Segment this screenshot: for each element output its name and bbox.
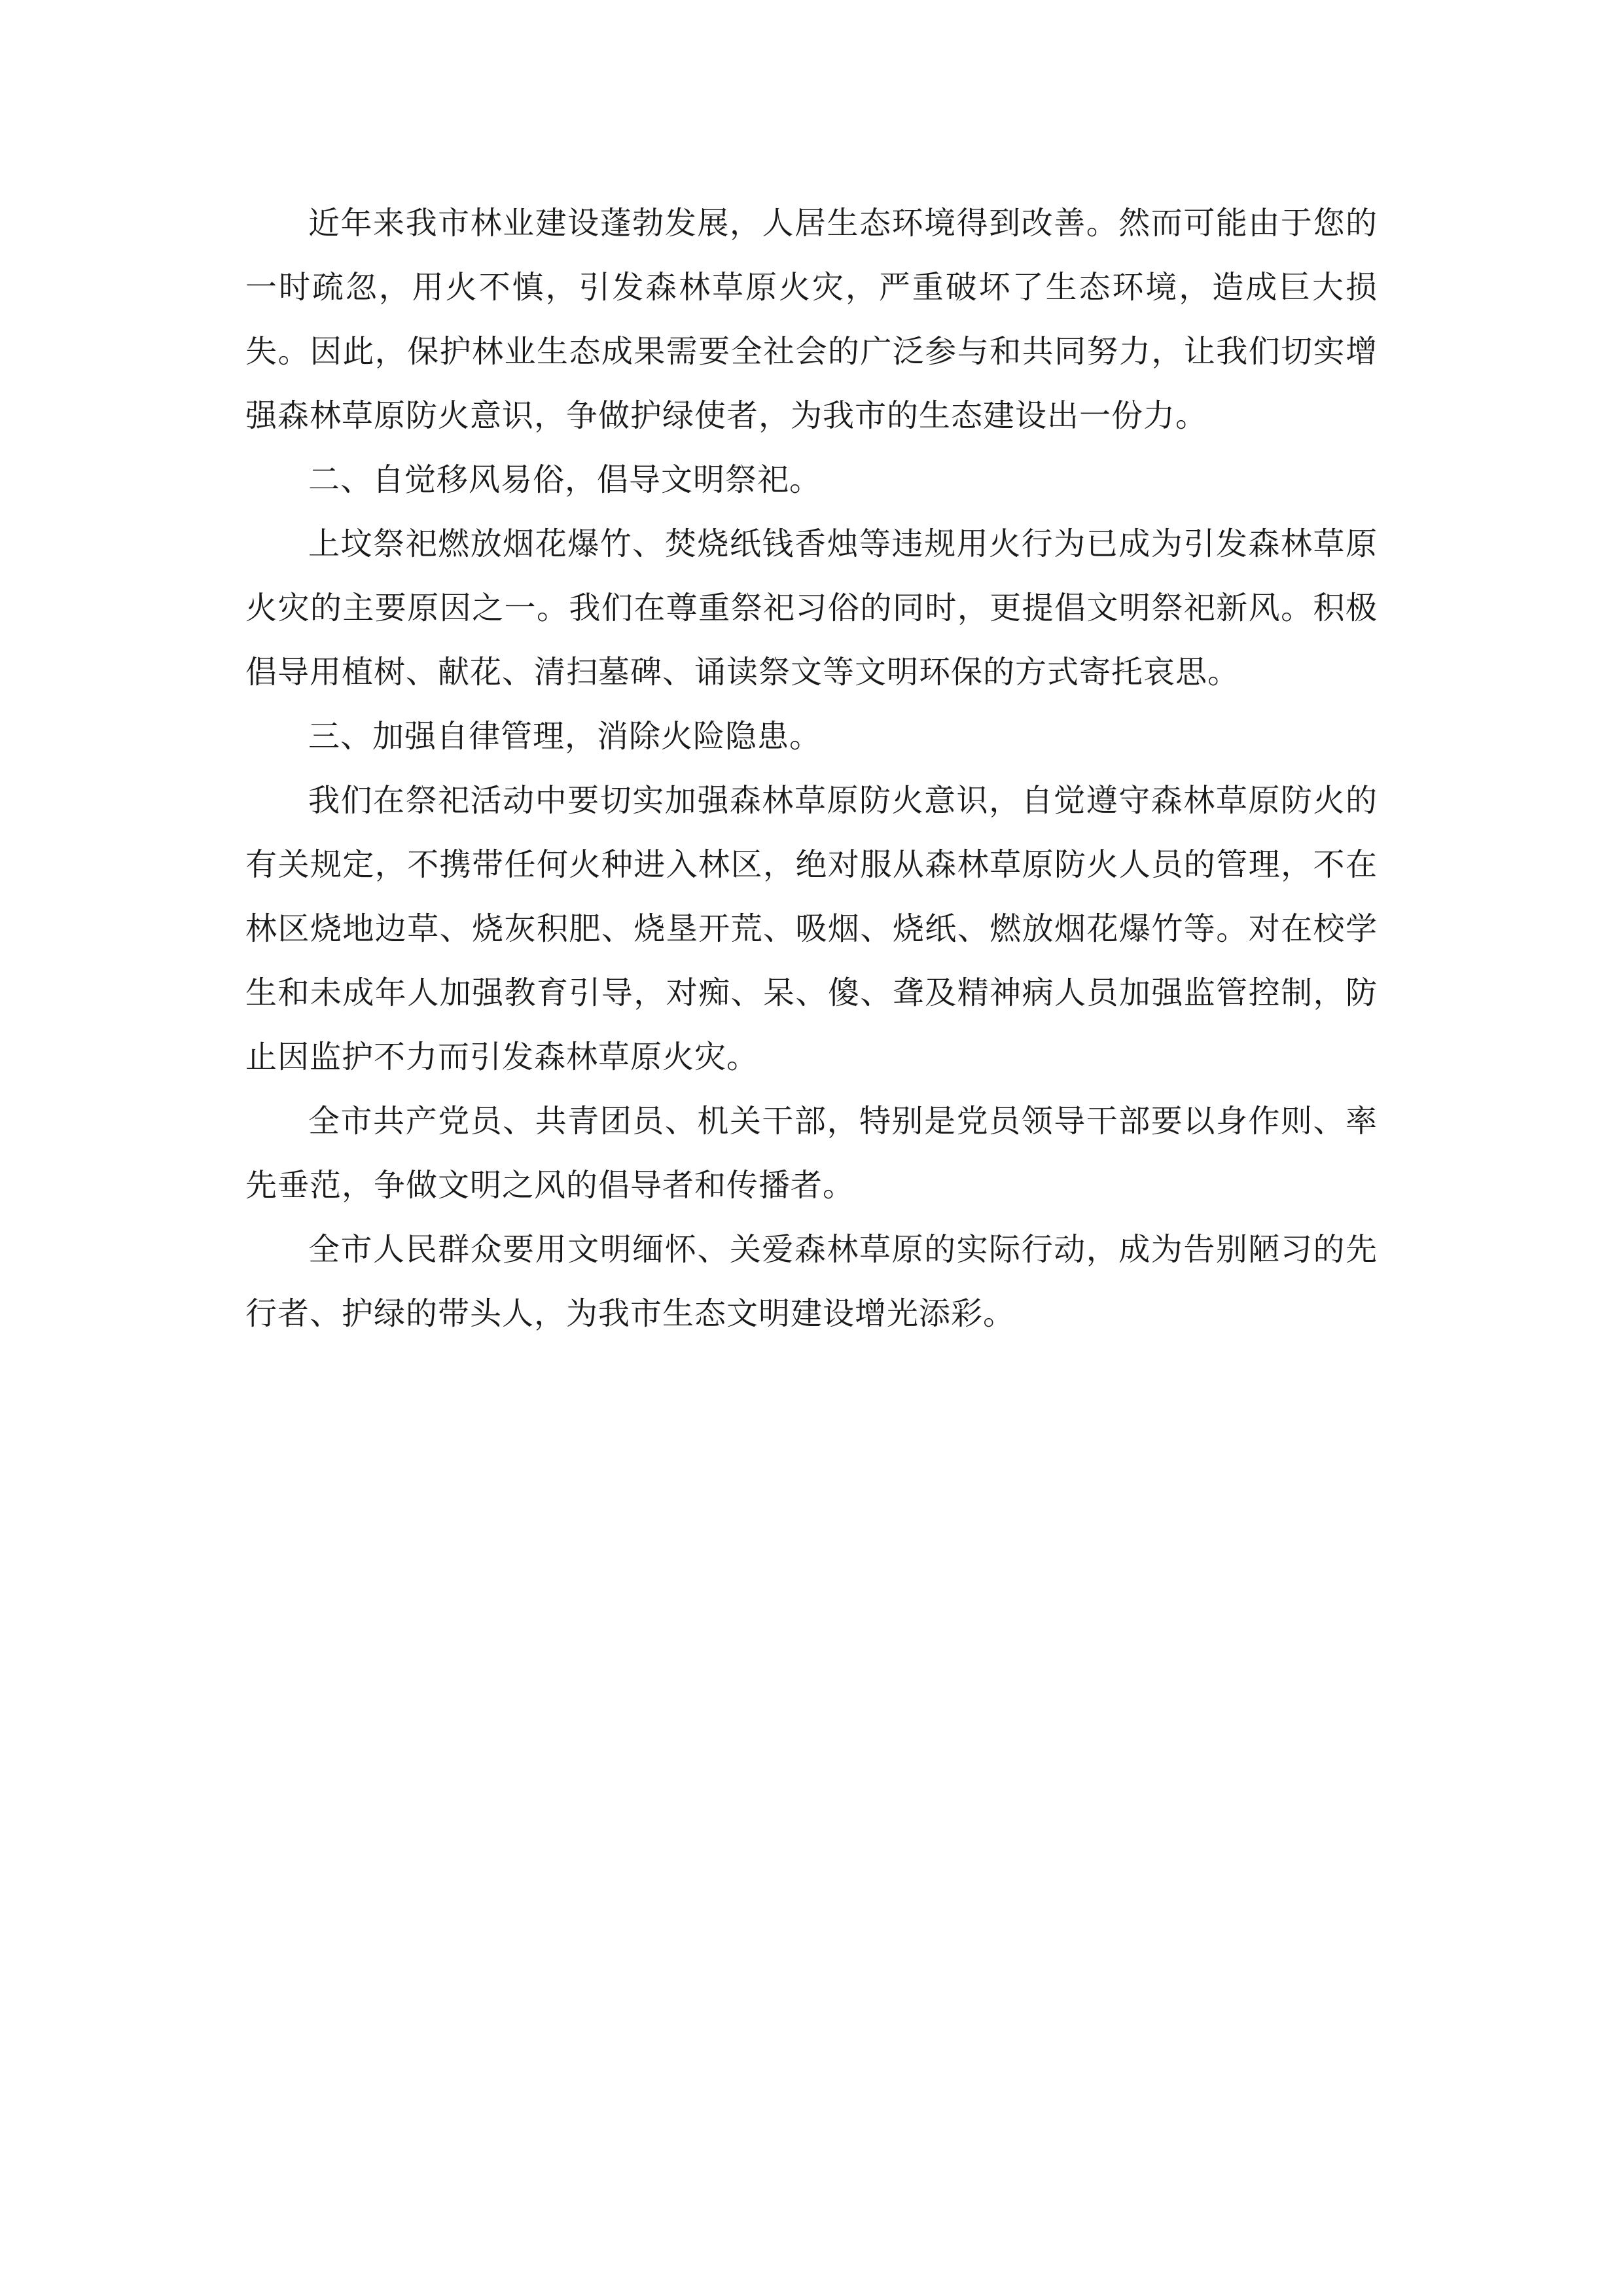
paragraph-party-members: 全市共产党员、共青团员、机关干部，特别是党员领导干部要以身作则、率先垂范，争做文明之风的倡导者和传播者。 — [245, 1103, 1378, 1204]
document-body — [245, 191, 1378, 1346]
paragraph-self-discipline: 我们在祭祀活动中要切实加强森林草原防火意识，自觉遵守森林草原防火的有关规定，不携带任何火种进入林区，绝对服从森林草原防火人员的管理，不在林区烧地边草、烧灰积肥、烧垦开荒、吸烟、烧纸、燃放烟花爆竹等。对在校学生和未成年人加强教育引导，对痴、呆、傻、聋及精神病人员加强监管控制，防止因监护不力而引发森林草原火灾。 — [245, 782, 1378, 1075]
paragraph-civilized-sacrifice: 上坟祭祀燃放烟花爆竹、焚烧纸钱香烛等违规用火行为已成为引发森林草原火灾的主要原因之一。我们在尊重祭祀习俗的同时，更提倡文明祭祀新风。积极倡导用植树、献花、清扫墓碑、诵读祭文等文明环保的方式寄托哀思。 — [245, 526, 1378, 691]
paragraph-intro: 近年来我市林业建设蓬勃发展，人居生态环境得到改善。然而可能由于您的一时疏忽，用火不慎，引发森林草原火灾，严重破坏了生态环境，造成巨大损失。因此，保护林业生态成果需要全社会的广泛参与和共同努力，让我们切实增强森林草原防火意识，争做护绿使者，为我市的生态建设出一份力。 — [245, 205, 1378, 434]
paragraph-citizens: 全市人民群众要用文明缅怀、关爱森林草原的实际行动，成为告别陋习的先行者、护绿的带头人，为我市生态文明建设增光添彩。 — [245, 1231, 1378, 1332]
section-heading-2: 二、自觉移风易俗，倡导文明祭祀。 — [308, 461, 822, 498]
section-heading-3: 三、加强自律管理，消除火险隐患。 — [308, 718, 822, 755]
